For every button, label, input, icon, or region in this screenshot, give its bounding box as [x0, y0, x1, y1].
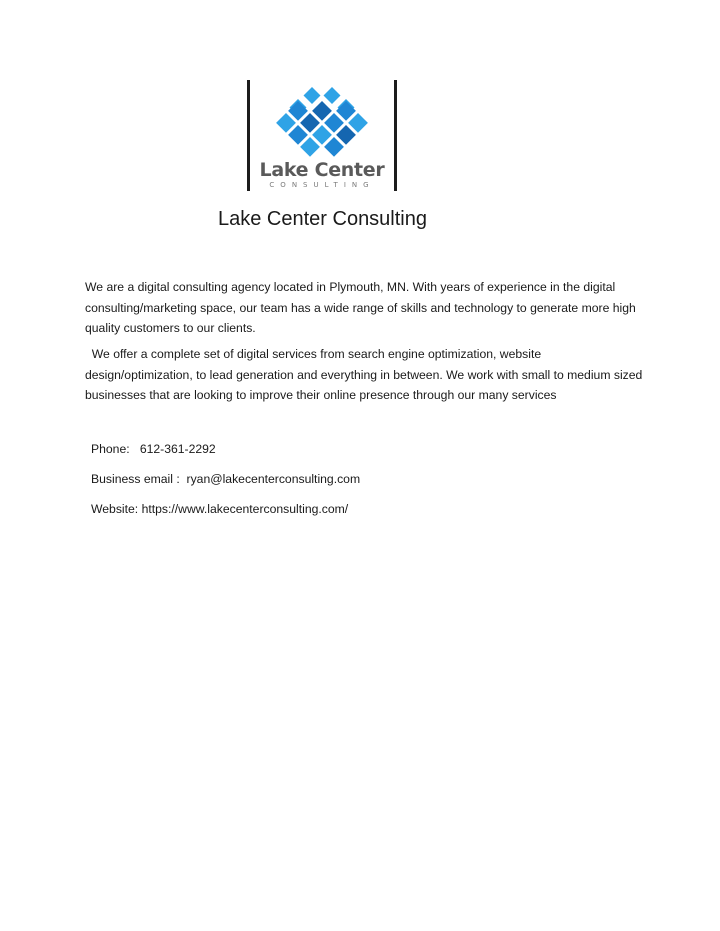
logo-tile — [336, 101, 356, 121]
phone-number: 612-361-2292 — [139, 442, 216, 456]
logo-tile — [312, 125, 332, 145]
logo-tile — [312, 101, 332, 121]
logo-tile — [324, 113, 344, 133]
company-logo — [247, 80, 397, 191]
logo-wordmark: Lake Center — [259, 159, 385, 181]
phone-line — [91, 441, 216, 457]
website-label: Website: — [91, 502, 139, 516]
email-address: ryan@lakecenterconsulting.com — [186, 472, 361, 486]
logo-tile — [348, 113, 368, 133]
logo-subtitle: CONSULTING — [269, 181, 375, 189]
logo-tile — [324, 87, 341, 104]
logo-tile — [288, 101, 308, 121]
logo-tile — [324, 137, 344, 157]
page-title: Lake Center Consulting — [217, 208, 427, 230]
logo-tile — [288, 125, 308, 145]
phone-label: Phone: — [91, 442, 130, 456]
logo-tile — [276, 113, 296, 133]
logo-tile — [336, 125, 356, 145]
email-line — [91, 471, 360, 487]
diamond-mosaic-icon — [250, 80, 394, 160]
services-paragraph: We offer a complete set of digital services from search engine optimization, website design/optimization, to lead generation and everything in between. We work with small to medium sized businesses that are looking to improve their online presence through our many services — [85, 347, 643, 402]
website-url: https://www.lakecenterconsulting.com/ — [141, 502, 349, 516]
website-line — [91, 501, 348, 517]
email-label: Business email : — [91, 472, 180, 486]
logo-tile — [304, 87, 321, 104]
logo-tile — [300, 137, 320, 157]
logo-tile — [300, 113, 320, 133]
intro-paragraph: We are a digital consulting agency located in Plymouth, MN. With years of experience in the digital consulting/marketing space, our team has a wide range of skills and technology to generate more high quality customers to our clients. — [85, 280, 636, 335]
